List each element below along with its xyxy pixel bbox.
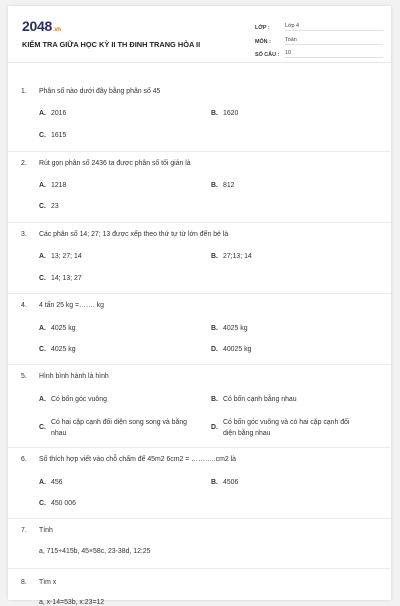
- option-letter: C.: [39, 132, 46, 139]
- site-logo[interactable]: [22, 18, 61, 34]
- option-letter: A.: [39, 396, 46, 403]
- logo-tld: .vn: [52, 27, 61, 33]
- option-text: 812: [223, 182, 235, 189]
- question-number: 7.: [21, 527, 27, 534]
- option-letter: A.: [39, 110, 46, 117]
- meta-label: SỐ CÂU :: [255, 52, 280, 58]
- meta-subject: [255, 33, 383, 45]
- option-letter: C.: [39, 275, 46, 282]
- option-letter: B.: [211, 253, 218, 260]
- meta-value: Toán: [285, 37, 383, 45]
- meta-label: MÔN :: [255, 38, 271, 45]
- question-divider: [8, 293, 391, 294]
- meta-value: 10: [285, 50, 383, 58]
- meta-label: LỚP :: [255, 25, 270, 31]
- option-text: 1615: [51, 132, 67, 139]
- exam-title: KIỂM TRA GIỮA HỌC KỲ II TH ĐINH TRANG HÒA II: [22, 40, 201, 49]
- option-letter: B.: [211, 479, 218, 486]
- option-letter: D.: [211, 424, 218, 431]
- option-letter: C.: [39, 424, 46, 431]
- option-text: 14; 13; 27: [51, 275, 82, 282]
- option-text: 13; 27; 14: [51, 253, 82, 260]
- question-number: 1.: [21, 88, 27, 95]
- question-number: 2.: [21, 160, 27, 167]
- question-divider: [8, 364, 391, 365]
- question-number: 4.: [21, 302, 27, 309]
- exam-meta: [255, 19, 383, 60]
- question-text: Số thích hợp viết vào chỗ chấm để 45m2 6cm2 = ………..cm2 là: [39, 456, 236, 463]
- question-text: Phân số nào dưới đây bằng phân số 45: [39, 88, 161, 95]
- option-text: 1620: [223, 110, 239, 117]
- option-text: 4025 kg: [51, 346, 76, 353]
- question-number: 8.: [21, 579, 27, 586]
- option-letter: D.: [211, 346, 218, 353]
- question-divider: [8, 568, 391, 569]
- question-text: Hình bình hành là hình: [39, 373, 109, 380]
- question-text: Tìm x: [39, 579, 57, 586]
- option-text: 4506: [223, 479, 239, 486]
- option-letter: C.: [39, 346, 46, 353]
- option-text: 456: [51, 479, 63, 486]
- exam-sheet: [8, 6, 391, 606]
- question-number: 3.: [21, 231, 27, 238]
- option-text: 40025 kg: [223, 346, 252, 353]
- question-body: a, x-14=53b, x:23=12: [39, 599, 105, 606]
- option-letter: A.: [39, 253, 46, 260]
- option-text: Có hai cặp cạnh đối diện song song và bằng nhau: [51, 419, 187, 437]
- question-divider: [8, 222, 391, 223]
- question-text: Rút gọn phân số 2436 ta được phân số tối giản là: [39, 160, 191, 167]
- option-letter: B.: [211, 396, 218, 403]
- option-text: Có bốn góc vuông và có hai cặp cạnh đối diện bằng nhau: [223, 419, 350, 437]
- question-body: a, 715+415b, 45×58c, 23-38d, 12:25: [39, 548, 151, 555]
- option-letter: C.: [39, 500, 46, 507]
- option-letter: B.: [211, 110, 218, 117]
- question-text: Các phân số 14; 27; 13 được xếp theo thứ tự từ lớn đến bé là: [39, 231, 229, 238]
- option-text: 1218: [51, 182, 67, 189]
- option-text: 23: [51, 203, 59, 210]
- option-letter: A.: [39, 325, 46, 332]
- option-text: 4025 kg: [223, 325, 248, 332]
- question-number: 6.: [21, 456, 27, 463]
- option-text: 4025 kg: [51, 325, 76, 332]
- option-text: Có bốn góc vuông: [51, 396, 107, 403]
- option-letter: B.: [211, 182, 218, 189]
- exam-header: [8, 6, 391, 63]
- option-letter: A.: [39, 182, 46, 189]
- question-divider: [8, 518, 391, 519]
- question-text: 4 tấn 25 kg =……. kg: [39, 302, 104, 309]
- question-divider: [8, 447, 391, 448]
- option-letter: C.: [39, 203, 46, 210]
- meta-class: [255, 19, 383, 31]
- option-text: 450 006: [51, 500, 76, 507]
- question-divider: [8, 151, 391, 152]
- question-text: Tính: [39, 527, 53, 534]
- meta-value: Lớp 4: [285, 23, 383, 31]
- meta-count: [255, 46, 383, 58]
- question-number: 5.: [21, 373, 27, 380]
- logo-main: 2048: [22, 18, 52, 34]
- option-letter: B.: [211, 325, 218, 332]
- option-letter: A.: [39, 479, 46, 486]
- option-text: 2016: [51, 110, 67, 117]
- option-text: 27;13; 14: [223, 253, 252, 260]
- option-text: Có bốn cạnh bằng nhau: [223, 396, 297, 403]
